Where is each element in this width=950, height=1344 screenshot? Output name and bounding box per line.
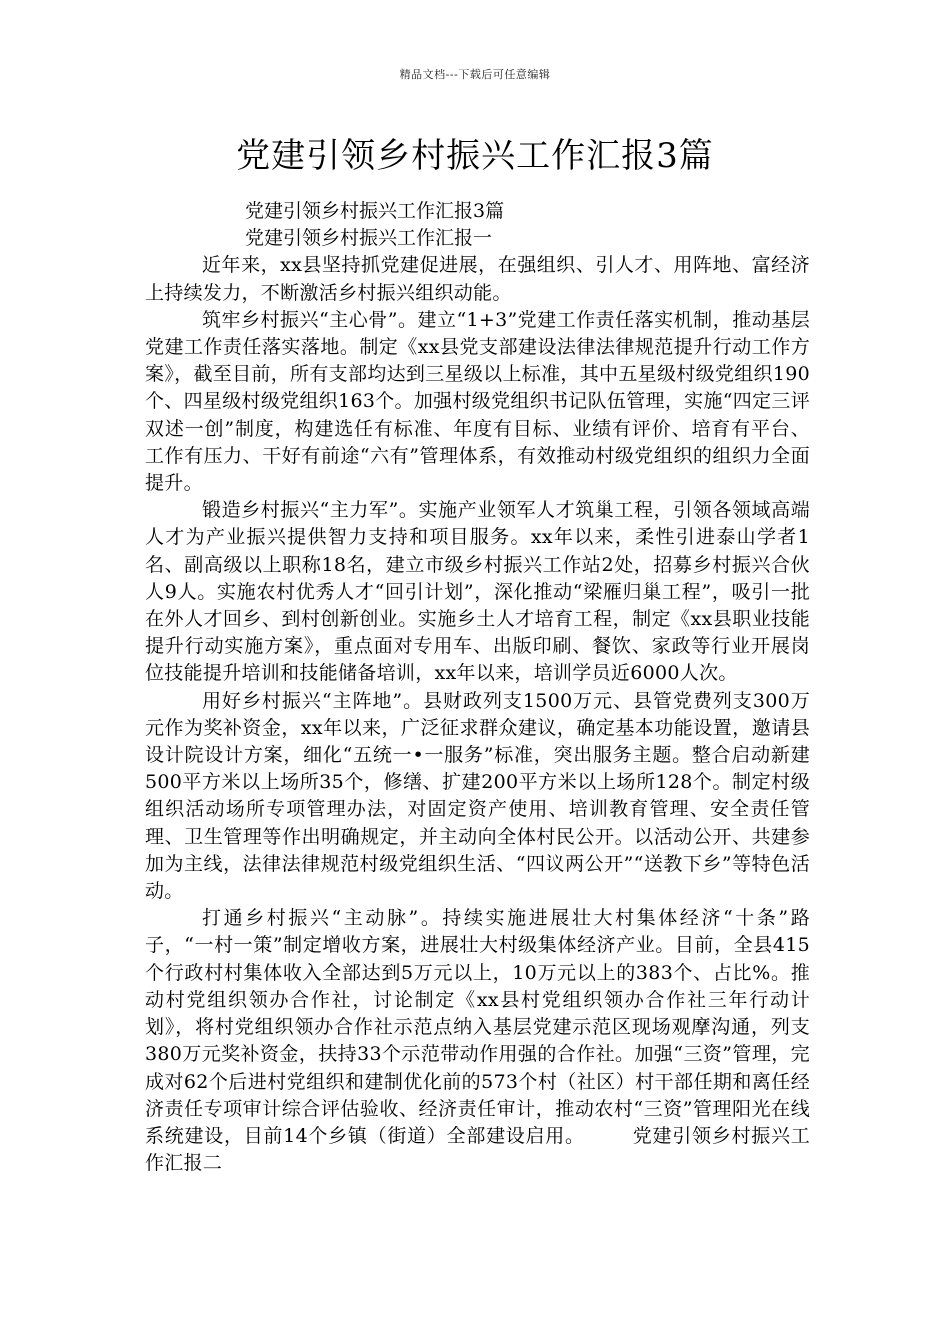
document-body xyxy=(145,198,810,1177)
paragraph-economy xyxy=(145,905,810,1177)
paragraph-talent: 锻造乡村振兴“主力军”。实施产业领军人才筑巢工程，引领各领域高端人才为产业振兴提供智力支持和项目服务。xx年以来，柔性引进泰山学者1名、副高级以上职称18名，建立市级乡村振兴工作站2处，招募乡村振兴合伙人9人。实施农村优秀人才“回引计划”，深化推动“梁雁归巢工程”，吸引一批在外人才回乡、到村创新创业。实施乡土人才培育工程，制定《xx县职业技能提升行动实施方案》，重点面对专用车、出版印刷、餐饮、家政等行业开展岗位技能提升培训和技能储备培训，xx年以来，培训学员近6000人次。 xyxy=(145,499,810,685)
subheading-part-two: 党建引领乡村振兴工作汇报二 xyxy=(145,1124,811,1175)
paragraph-economy-text: 打通乡村振兴“主动脉”。持续实施进展壮大村集体经济“十条”路子，“一村一策”制定增收方案，进展壮大村级集体经济产业。目前，全县415个行政村村集体收入全部达到5万元以上，10万元以上的383个、占比%。推动村党组织领办合作社，讨论制定《xx县村党组织领办合作社三年行动计划》，将村党组织领办合作社示范点纳入基层党建示范区现场观摩沟通，列支380万元奖补资金，扶持33个示范带动作用强的合作社。加强“三资”管理，完成对62个后进村党组织和建制优化前的573个村（社区）村干部任期和离任经济责任专项审计综合评估验收、经济责任审计，推动农村“三资”管理阳光在线系统建设，目前14个乡镇（街道）全部建设启用。 xyxy=(145,907,810,1147)
paragraph-intro: 近年来，xx县坚持抓党建促进展，在强组织、引人才、用阵地、富经济上持续发力，不断激活乡村振兴组织动能。 xyxy=(145,254,810,304)
header-note: 精品文档---下载后可任意编辑 xyxy=(399,68,551,81)
subheading-part-one: 党建引领乡村振兴工作汇报一 xyxy=(245,227,493,250)
subheading-collection: 党建引领乡村振兴工作汇报3篇 xyxy=(245,200,505,222)
paragraph-venue: 用好乡村振兴“主阵地”。县财政列支1500万元、县管党费列支300万元作为奖补资金，xx年以来，广泛征求群众建议，确定基本功能设置，邀请县设计院设计方案，细化“五统一•一服务”标准，突出服务主题。整合启动新建500平方米以上场所35个，修缮、扩建200平方米以上场所128个。制定村级组织活动场所专项管理办法，对固定资产使用、培训教育管理、安全责任管理、卫生管理等作出明确规定，并主动向全体村民公开。以活动公开、共建参加为主线，法律法律规范村级党组织生活、“四议两公开”“送教下乡”等特色活动。 xyxy=(145,689,810,903)
paragraph-organization: 筑牢乡村振兴“主心骨”。建立“1+3”党建工作责任落实机制，推动基层党建工作责任落实落地。制定《xx县党支部建设法律法律规范提升行动工作方案》，截至目前，所有支部均达到三星级以上标准，其中五星级村级党组织190个、四星级村级党组织163个。加强村级党组织书记队伍管理，实施“四定三评双述一创”制度，构建选任有标准、年度有目标、业绩有评价、培育有平台、工作有压力、干好有前途“六有”管理体系，有效推动村级党组织的组织力全面提升。 xyxy=(145,308,810,495)
document-title: 党建引领乡村振兴工作汇报3篇 xyxy=(236,136,714,176)
